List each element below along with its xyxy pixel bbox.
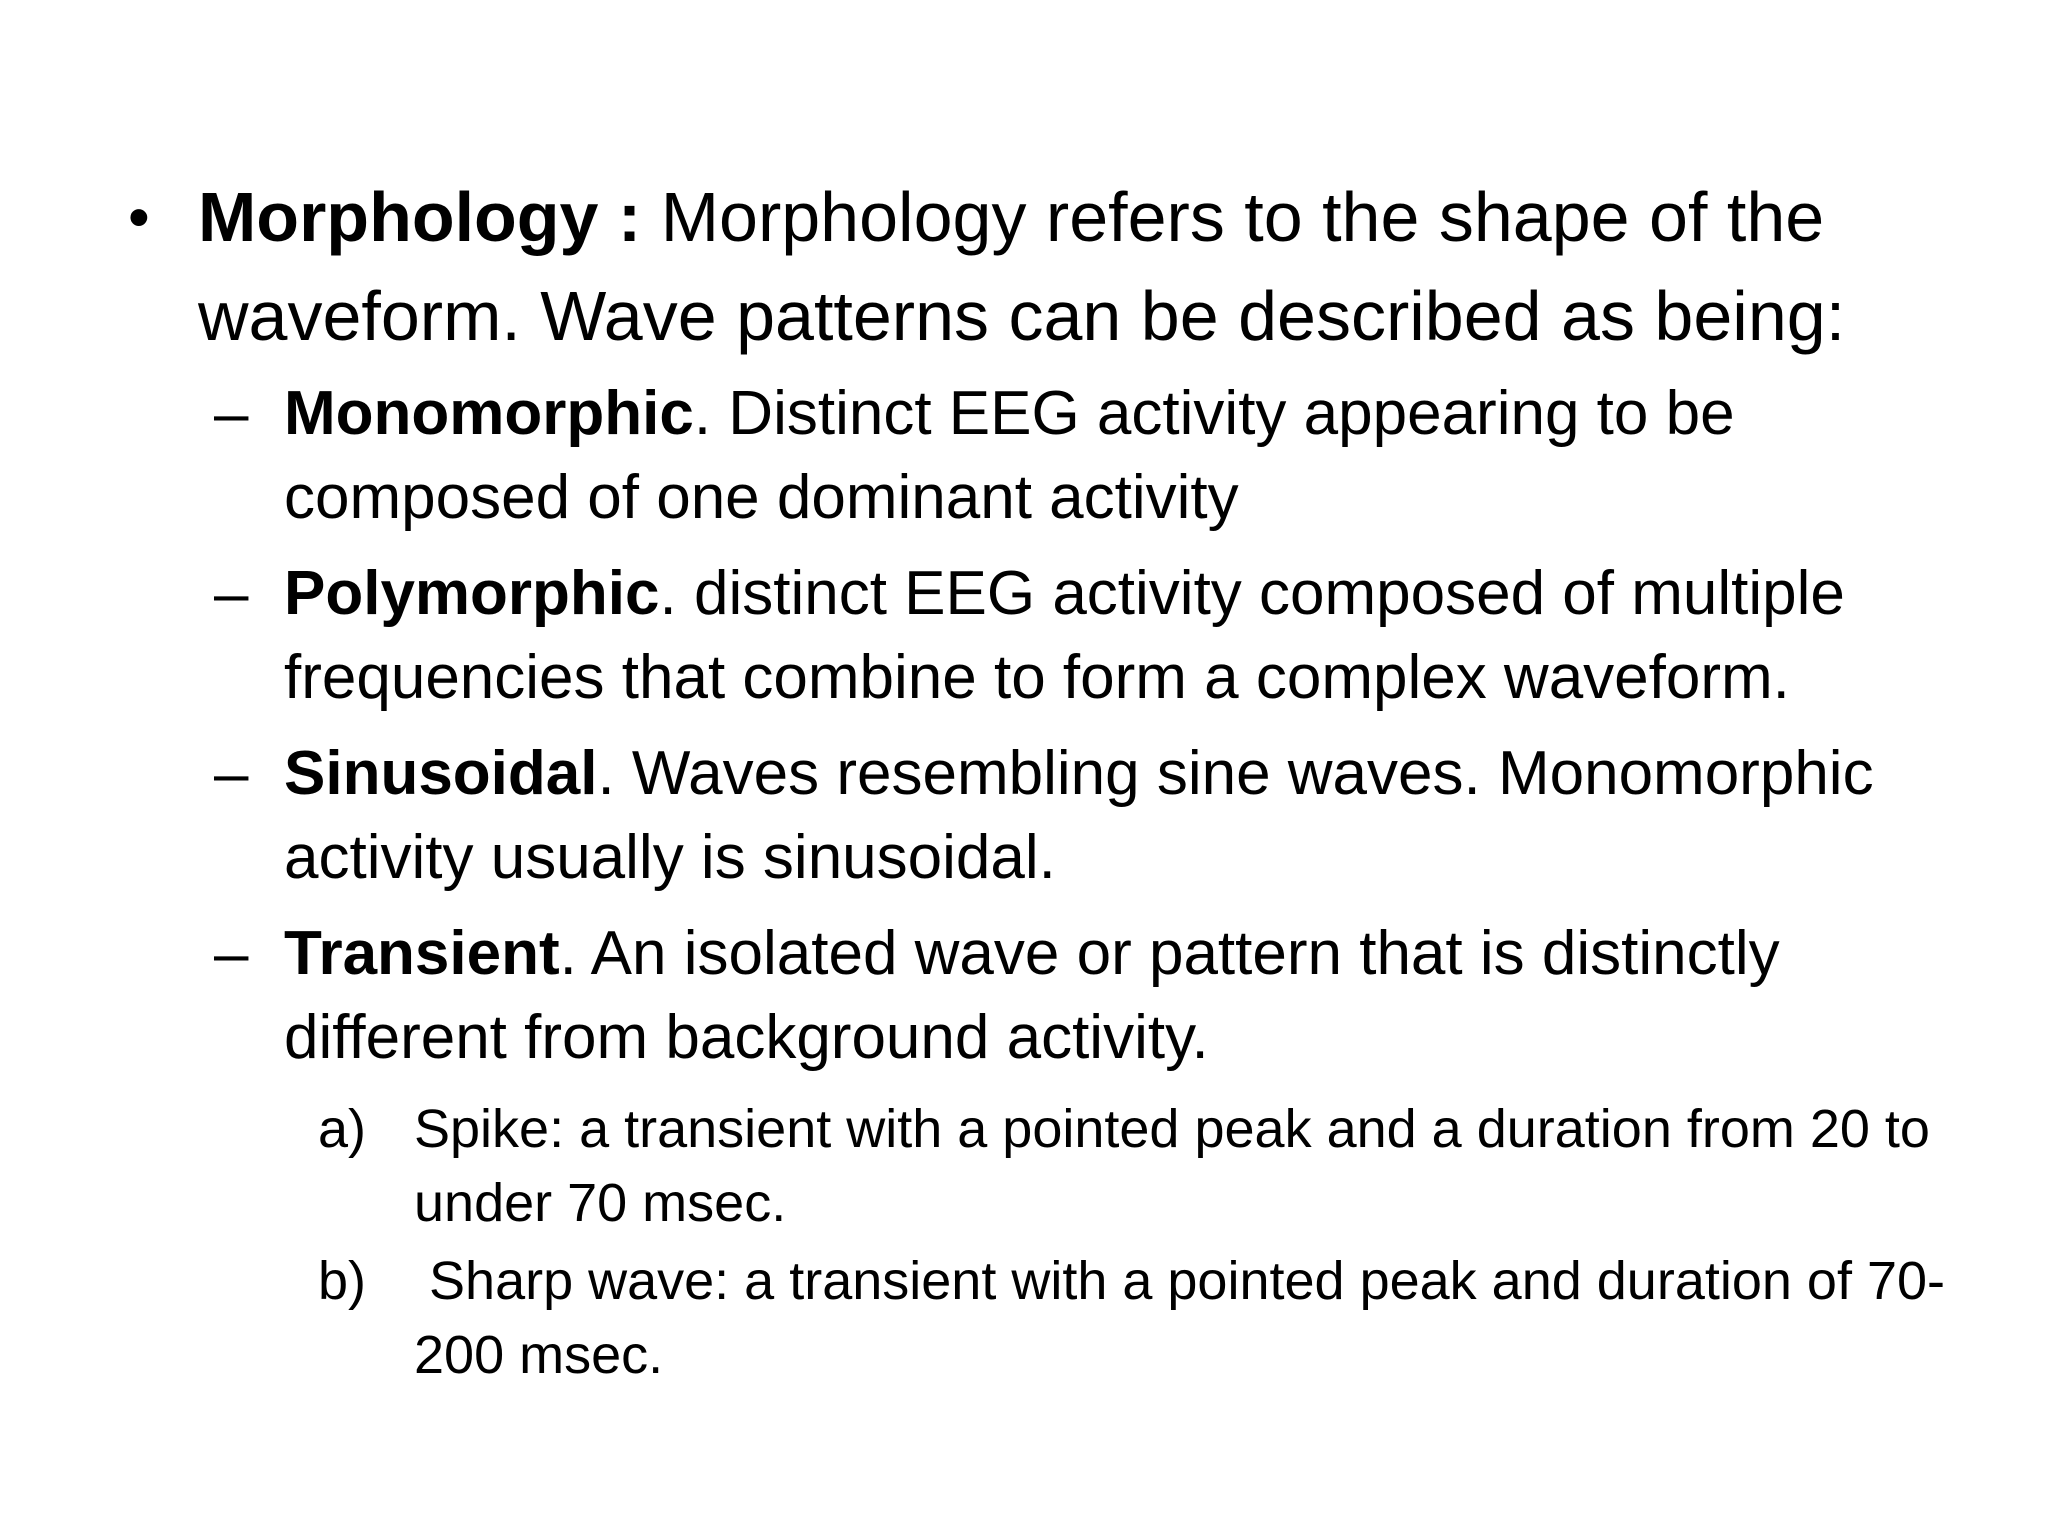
dash-icon: –: [214, 379, 249, 448]
list-item-sharp-wave-text: Sharp wave: a transient with a pointed peak and duration of 70-200 msec.: [414, 1251, 1945, 1385]
sub-bullet-polymorphic-text: [284, 552, 1974, 720]
list-item-spike-text: Spike: a transient with a pointed peak and a duration from 20 to under 70 msec.: [414, 1099, 1930, 1233]
term-transient: Transient: [284, 919, 560, 988]
bullet-morphology: [128, 168, 1958, 366]
bullet-dot-icon: •: [128, 183, 150, 252]
list-item-sharp-wave: [318, 1244, 1968, 1392]
definition-polymorphic: . distinct EEG activity composed of multiple frequencies that combine to form a complex waveform.: [284, 559, 1845, 712]
sub-bullet-sinusoidal: [214, 732, 1974, 900]
definition-sinusoidal: . Waves resembling sine waves. Monomorphic activity usually is sinusoidal.: [284, 739, 1874, 892]
sub-bullet-sinusoidal-text: [284, 732, 1974, 900]
sub-bullet-polymorphic: [214, 552, 1974, 720]
dash-icon: –: [214, 739, 249, 808]
definition-morphology: Morphology refers to the shape of the waveform. Wave patterns can be described as being:: [198, 178, 1846, 355]
dash-icon: –: [214, 559, 249, 628]
term-morphology: Morphology :: [198, 178, 642, 256]
term-polymorphic: Polymorphic: [284, 559, 660, 628]
list-marker-a: a): [318, 1099, 367, 1159]
sub-bullet-monomorphic: [214, 372, 1974, 540]
definition-monomorphic: . Distinct EEG activity appearing to be composed of one dominant activity: [284, 379, 1735, 532]
list-item-spike: [318, 1092, 1968, 1240]
term-sinusoidal: Sinusoidal: [284, 739, 598, 808]
list-marker-b: b): [318, 1251, 367, 1311]
sub-bullet-monomorphic-text: [284, 372, 1974, 540]
sub-bullet-transient: [214, 912, 1974, 1080]
dash-icon: –: [214, 919, 249, 988]
definition-transient: . An isolated wave or pattern that is distinctly different from background activity.: [284, 919, 1780, 1072]
sub-bullet-transient-text: [284, 912, 1974, 1080]
term-monomorphic: Monomorphic: [284, 379, 694, 448]
bullet-morphology-text: [198, 168, 1958, 366]
